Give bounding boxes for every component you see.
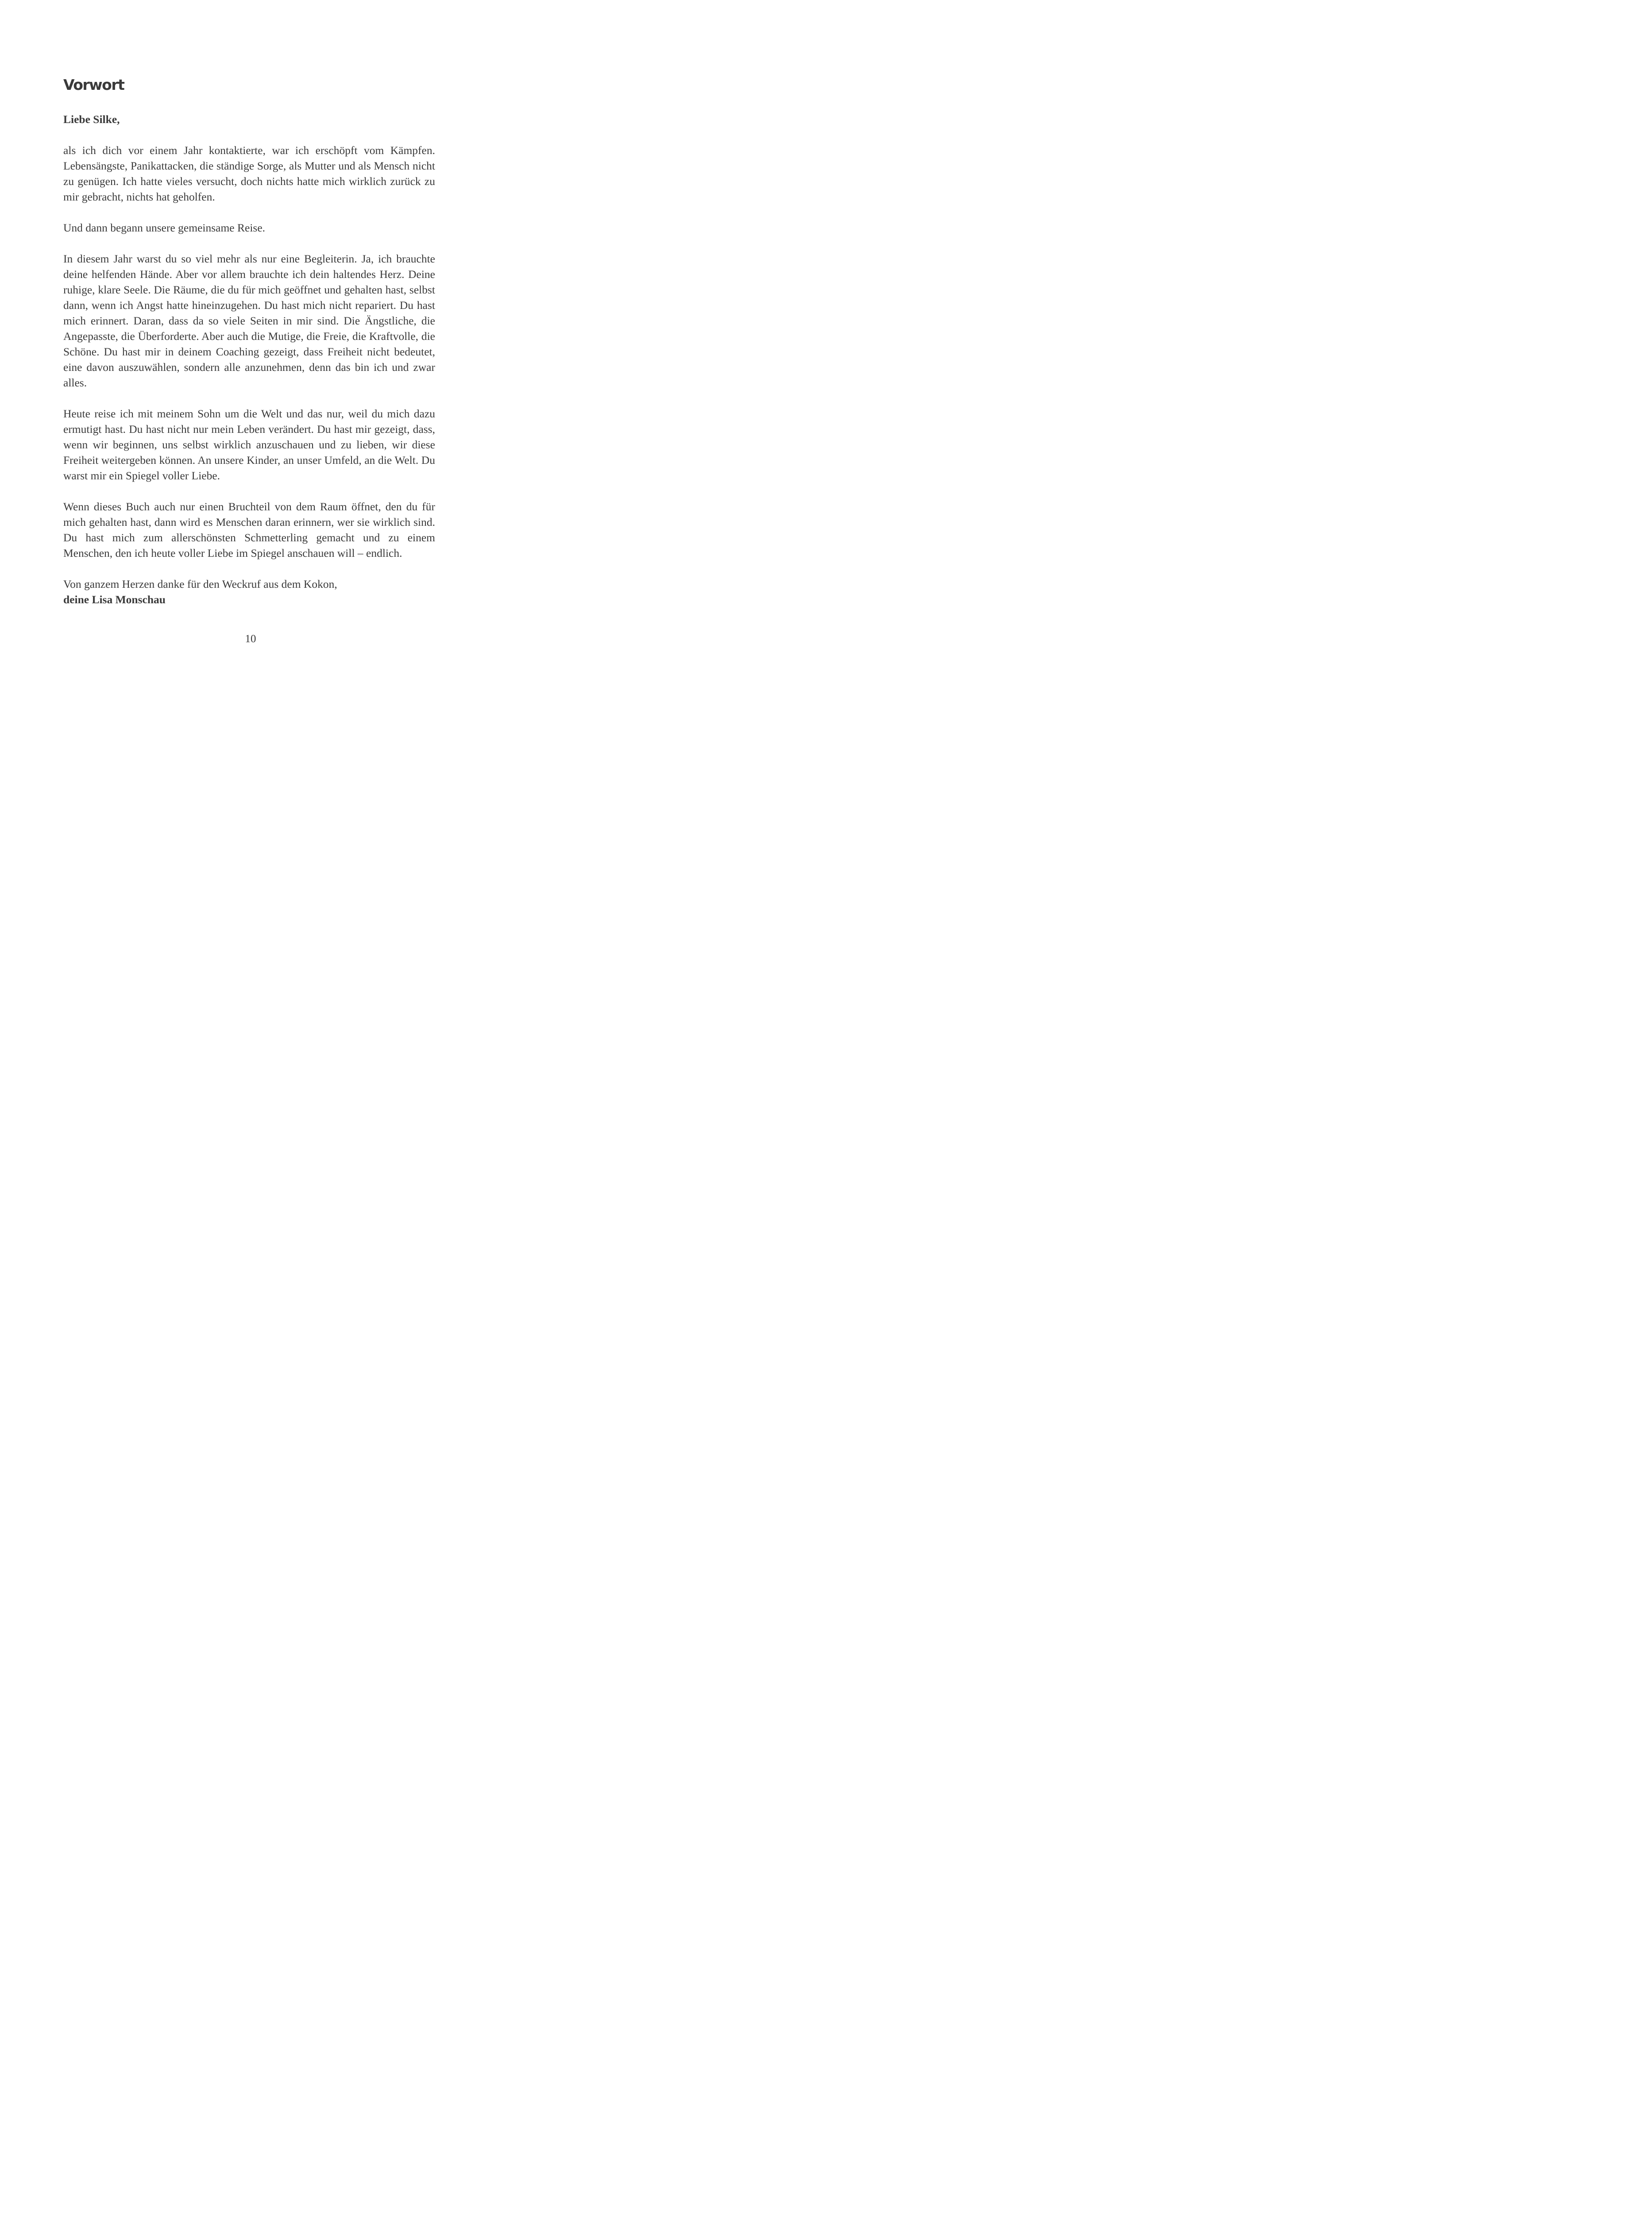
- paragraph-4: Heute reise ich mit meinem Sohn um die Welt und das nur, weil du mich dazu ermutigt hast. Du hast nicht nur mein Leben verändert. Du hast mir gezeigt, dass, wenn wir beginnen, uns selbst wirklich anzuschauen und zu lieben, wir diese Freiheit weitergeben können. An unsere Kinder, an unser Umfeld, an die Welt. Du warst mir ein Spiegel voller Liebe.: [63, 407, 435, 482]
- chapter-heading: Vorwort: [63, 76, 124, 93]
- letter-closing: Von ganzem Herzen danke für den Weckruf aus dem Kokon,: [63, 578, 337, 590]
- paragraph-3: In diesem Jahr warst du so viel mehr als nur eine Begleiterin. Ja, ich brauchte deine helfenden Hände. Aber vor allem brauchte ich dein haltendes Herz. Deine ruhige, klare Seele. Die Räume, die du für mich geöffnet und gehalten hast, selbst dann, wenn ich Angst hatte hineinzugehen. Du hast mich nicht repariert. Du hast mich erinnert. Daran, dass da so viele Seiten in mir sind. Die Ängstliche, die Angepasste, die Überforderte. Aber auch die Mutige, die Freie, die Kraftvolle, die Schöne. Du hast mir in deinem Coaching gezeigt, dass Freiheit nicht bedeutet, eine davon auszuwählen, sondern alle anzunehmen, denn das bin ich und zwar alles.: [63, 252, 435, 389]
- letter-salutation: Liebe Silke,: [63, 113, 120, 126]
- paragraph-5: Wenn dieses Buch auch nur einen Bruchteil von dem Raum öffnet, den du für mich gehalten hast, dann wird es Menschen daran erinnern, wer sie wirklich sind. Du hast mich zum allerschönsten Schmetterling gemacht und zu einem Menschen, den ich heute voller Liebe im Spiegel anschauen will – endlich.: [63, 500, 435, 559]
- letter-signature: deine Lisa Monschau: [63, 593, 166, 606]
- paragraph-2: Und dann begann unsere gemeinsame Reise.: [63, 221, 266, 234]
- paragraph-1: als ich dich vor einem Jahr kontaktierte, war ich erschöpft vom Kämpfen. Lebensängste, Panikattacken, die ständige Sorge, als Mutter und als Mensch nicht zu genügen. Ich hatte vieles versucht, doch nichts hatte mich wirklich zurück zu mir gebracht, nichts hat geholfen.: [63, 144, 435, 203]
- letter-body: [63, 112, 435, 607]
- book-page: [0, 0, 501, 698]
- page-number: 10: [245, 633, 256, 645]
